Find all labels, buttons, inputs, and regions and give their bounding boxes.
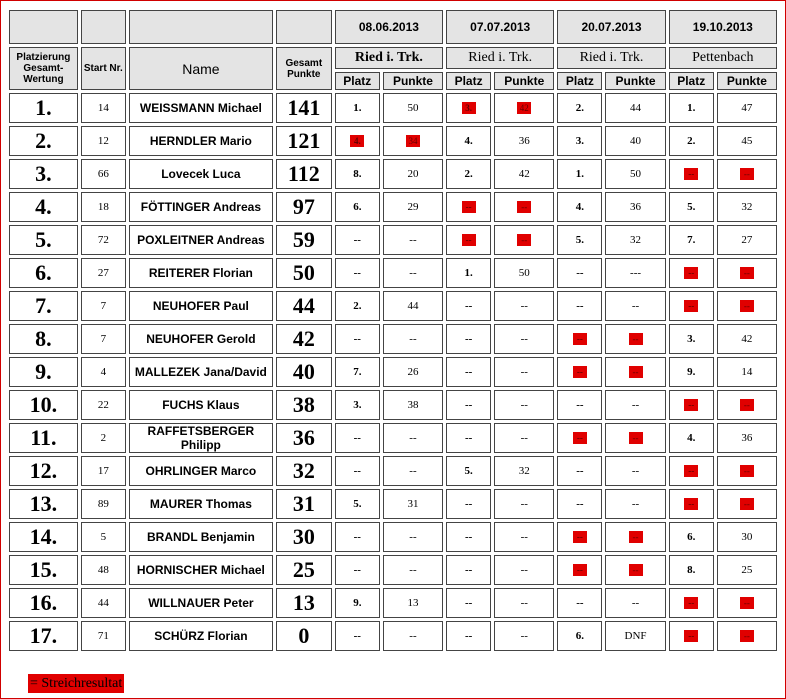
race-points: -- [383, 258, 443, 288]
place-subheader: Platz [335, 72, 380, 90]
race-venue-4: Pettenbach [669, 47, 777, 69]
total-points: 44 [276, 291, 332, 321]
race-place: 4. [446, 126, 491, 156]
rider-name: HERNDLER Mario [129, 126, 273, 156]
table-row [9, 126, 777, 156]
race-points: -- [494, 588, 554, 618]
start-number: 7 [81, 324, 126, 354]
rider-name: RAFFETSBERGER Philipp [129, 423, 273, 453]
race-place: 8. [335, 159, 380, 189]
race-points: 26 [383, 357, 443, 387]
race-points [717, 390, 777, 420]
start-number: 89 [81, 489, 126, 519]
race-date-2: 07.07.2013 [446, 10, 554, 44]
strike-result-marker: -- [684, 267, 698, 279]
strike-result-marker: -- [740, 168, 754, 180]
race-place: -- [446, 423, 491, 453]
rider-name: POXLEITNER Andreas [129, 225, 273, 255]
race-place: -- [335, 621, 380, 651]
race-place: -- [446, 555, 491, 585]
race-points [717, 456, 777, 486]
race-points: -- [383, 324, 443, 354]
race-points [494, 93, 554, 123]
race-place [669, 588, 714, 618]
race-points: 44 [605, 93, 665, 123]
start-number: 44 [81, 588, 126, 618]
race-points: 13 [383, 588, 443, 618]
blank-header-cell [129, 10, 273, 44]
start-number: 5 [81, 522, 126, 552]
race-points: -- [383, 522, 443, 552]
table-row [9, 159, 777, 189]
total-points: 0 [276, 621, 332, 651]
strike-result-marker: -- [629, 432, 643, 444]
race-date-1: 08.06.2013 [335, 10, 443, 44]
strike-result-marker: -- [629, 564, 643, 576]
strike-result-marker: 42 [517, 102, 531, 114]
race-points [383, 126, 443, 156]
race-points: -- [494, 291, 554, 321]
race-place [557, 423, 602, 453]
race-place: 6. [557, 621, 602, 651]
rank-column-header: Platzierung Gesamt-Wertung [9, 47, 78, 90]
venue-header-row [9, 47, 777, 69]
race-place: -- [446, 588, 491, 618]
race-points [494, 225, 554, 255]
overall-rank: 5. [9, 225, 78, 255]
table-row [9, 522, 777, 552]
strike-result-marker: -- [684, 498, 698, 510]
rider-name: HORNISCHER Michael [129, 555, 273, 585]
race-place: -- [446, 324, 491, 354]
race-place: -- [557, 390, 602, 420]
race-points: -- [494, 489, 554, 519]
table-row [9, 258, 777, 288]
race-points: 45 [717, 126, 777, 156]
race-points: -- [494, 423, 554, 453]
strike-result-marker: -- [517, 234, 531, 246]
overall-rank: 3. [9, 159, 78, 189]
race-points: -- [494, 621, 554, 651]
total-points: 32 [276, 456, 332, 486]
race-venue-3: Ried i. Trk. [557, 47, 665, 69]
race-place: 3. [669, 324, 714, 354]
strike-result-marker: -- [740, 267, 754, 279]
race-place: -- [557, 291, 602, 321]
points-subheader: Punkte [717, 72, 777, 90]
overall-rank: 1. [9, 93, 78, 123]
table-row [9, 192, 777, 222]
strike-result-marker: -- [684, 465, 698, 477]
overall-rank: 8. [9, 324, 78, 354]
rider-name: BRANDL Benjamin [129, 522, 273, 552]
table-row [9, 621, 777, 651]
race-points [605, 357, 665, 387]
race-place [446, 93, 491, 123]
race-points: --- [605, 258, 665, 288]
overall-rank: 17. [9, 621, 78, 651]
overall-rank: 2. [9, 126, 78, 156]
overall-rank: 13. [9, 489, 78, 519]
race-points [717, 621, 777, 651]
race-points: -- [383, 456, 443, 486]
race-place [669, 258, 714, 288]
race-points: -- [605, 291, 665, 321]
race-place: -- [446, 357, 491, 387]
strike-result-marker: -- [740, 498, 754, 510]
start-number: 14 [81, 93, 126, 123]
race-place: 6. [669, 522, 714, 552]
total-points: 50 [276, 258, 332, 288]
race-date-4: 19.10.2013 [669, 10, 777, 44]
strike-result-marker: -- [629, 366, 643, 378]
race-points [605, 555, 665, 585]
race-place: 1. [446, 258, 491, 288]
total-points: 31 [276, 489, 332, 519]
total-points: 42 [276, 324, 332, 354]
strike-result-marker: -- [684, 597, 698, 609]
table-row [9, 390, 777, 420]
start-number: 72 [81, 225, 126, 255]
race-points [605, 423, 665, 453]
race-points [605, 324, 665, 354]
rider-name: MAURER Thomas [129, 489, 273, 519]
race-points: DNF [605, 621, 665, 651]
race-points: 30 [717, 522, 777, 552]
race-place [557, 522, 602, 552]
race-place: 7. [335, 357, 380, 387]
table-row [9, 291, 777, 321]
race-place: 5. [557, 225, 602, 255]
race-place [446, 225, 491, 255]
table-row [9, 93, 777, 123]
race-place: 2. [557, 93, 602, 123]
race-points: 14 [717, 357, 777, 387]
race-points [717, 258, 777, 288]
start-number: 48 [81, 555, 126, 585]
rider-name: FUCHS Klaus [129, 390, 273, 420]
total-points: 59 [276, 225, 332, 255]
strike-result-marker: -- [462, 234, 476, 246]
strike-result-marker: -- [684, 300, 698, 312]
race-points: 31 [383, 489, 443, 519]
table-row [9, 588, 777, 618]
race-venue-1: Ried i. Trk. [335, 47, 443, 69]
race-points: 47 [717, 93, 777, 123]
strike-result-marker: 4. [350, 135, 364, 147]
race-place [669, 456, 714, 486]
race-place [557, 324, 602, 354]
race-place [446, 192, 491, 222]
table-row [9, 423, 777, 453]
race-place: -- [557, 456, 602, 486]
race-points: -- [605, 390, 665, 420]
total-column-header: Gesamt Punkte [276, 47, 332, 90]
race-place [669, 489, 714, 519]
race-place: 2. [669, 126, 714, 156]
race-points: 36 [494, 126, 554, 156]
race-place: -- [335, 423, 380, 453]
race-points: -- [494, 357, 554, 387]
race-points: 50 [605, 159, 665, 189]
strike-result-marker: -- [462, 201, 476, 213]
race-points [605, 522, 665, 552]
start-number: 12 [81, 126, 126, 156]
blank-header-cell [276, 10, 332, 44]
start-number: 4 [81, 357, 126, 387]
results-table [6, 7, 780, 654]
total-points: 112 [276, 159, 332, 189]
start-number: 17 [81, 456, 126, 486]
race-place [669, 621, 714, 651]
race-points: 32 [605, 225, 665, 255]
place-subheader: Platz [446, 72, 491, 90]
race-place: -- [446, 489, 491, 519]
rider-name: OHRLINGER Marco [129, 456, 273, 486]
race-points [717, 588, 777, 618]
race-place [557, 357, 602, 387]
strike-result-marker: -- [573, 531, 587, 543]
strike-result-marker: -- [573, 564, 587, 576]
race-place: 1. [669, 93, 714, 123]
strike-result-marker: -- [740, 300, 754, 312]
race-points: -- [605, 588, 665, 618]
race-place: 4. [669, 423, 714, 453]
race-place: -- [335, 456, 380, 486]
rider-name: NEUHOFER Gerold [129, 324, 273, 354]
race-place: 6. [335, 192, 380, 222]
overall-rank: 14. [9, 522, 78, 552]
race-place: -- [335, 555, 380, 585]
strike-result-marker: -- [740, 597, 754, 609]
race-place: 2. [446, 159, 491, 189]
total-points: 121 [276, 126, 332, 156]
race-points: 42 [717, 324, 777, 354]
strike-result-marker: -- [573, 432, 587, 444]
total-points: 36 [276, 423, 332, 453]
race-points: 25 [717, 555, 777, 585]
place-subheader: Platz [557, 72, 602, 90]
table-row [9, 357, 777, 387]
rider-name: WEISSMANN Michael [129, 93, 273, 123]
race-points: -- [383, 621, 443, 651]
strike-result-marker: -- [684, 630, 698, 642]
points-subheader: Punkte [605, 72, 665, 90]
race-points: 50 [494, 258, 554, 288]
race-points: 36 [605, 192, 665, 222]
table-row [9, 324, 777, 354]
race-place: 2. [335, 291, 380, 321]
race-place: 1. [335, 93, 380, 123]
race-points: 20 [383, 159, 443, 189]
table-row [9, 225, 777, 255]
race-place: -- [446, 621, 491, 651]
race-place: 7. [669, 225, 714, 255]
start-number: 22 [81, 390, 126, 420]
total-points: 30 [276, 522, 332, 552]
race-points: -- [383, 423, 443, 453]
race-place [557, 555, 602, 585]
race-points: 42 [494, 159, 554, 189]
strike-result-marker: -- [573, 333, 587, 345]
overall-rank: 4. [9, 192, 78, 222]
race-points: -- [605, 456, 665, 486]
race-place: -- [335, 324, 380, 354]
race-place: -- [557, 489, 602, 519]
race-place: -- [335, 258, 380, 288]
race-points: -- [605, 489, 665, 519]
start-number: 2 [81, 423, 126, 453]
overall-rank: 16. [9, 588, 78, 618]
race-place: -- [446, 522, 491, 552]
race-place: 3. [557, 126, 602, 156]
total-points: 40 [276, 357, 332, 387]
overall-rank: 15. [9, 555, 78, 585]
race-points [717, 159, 777, 189]
start-number: 71 [81, 621, 126, 651]
strike-result-marker: 3. [462, 102, 476, 114]
race-place: 1. [557, 159, 602, 189]
total-points: 13 [276, 588, 332, 618]
total-points: 141 [276, 93, 332, 123]
blank-header-cell [81, 10, 126, 44]
race-place: 9. [669, 357, 714, 387]
race-points: -- [494, 522, 554, 552]
overall-rank: 10. [9, 390, 78, 420]
rider-name: MALLEZEK Jana/David [129, 357, 273, 387]
table-row [9, 555, 777, 585]
race-points: 38 [383, 390, 443, 420]
rider-name: WILLNAUER Peter [129, 588, 273, 618]
race-points [717, 291, 777, 321]
race-points: 27 [717, 225, 777, 255]
race-place: 3. [335, 390, 380, 420]
strike-result-marker: -- [740, 465, 754, 477]
race-points: 36 [717, 423, 777, 453]
race-points: -- [494, 390, 554, 420]
race-place: 4. [557, 192, 602, 222]
race-points [717, 489, 777, 519]
race-points: 32 [717, 192, 777, 222]
race-place: 5. [446, 456, 491, 486]
race-place: -- [557, 258, 602, 288]
total-points: 97 [276, 192, 332, 222]
race-place [335, 126, 380, 156]
race-points [494, 192, 554, 222]
start-number: 66 [81, 159, 126, 189]
date-header-row [9, 10, 777, 44]
strike-result-marker: -- [629, 333, 643, 345]
rider-name: REITERER Florian [129, 258, 273, 288]
race-points: 40 [605, 126, 665, 156]
race-points: 32 [494, 456, 554, 486]
start-number: 7 [81, 291, 126, 321]
race-points: 44 [383, 291, 443, 321]
race-place [669, 390, 714, 420]
points-subheader: Punkte [383, 72, 443, 90]
race-place [669, 159, 714, 189]
race-place: -- [446, 291, 491, 321]
race-date-3: 20.07.2013 [557, 10, 665, 44]
race-points: -- [494, 555, 554, 585]
race-place: -- [335, 225, 380, 255]
race-place [669, 291, 714, 321]
race-points: -- [383, 225, 443, 255]
table-row [9, 489, 777, 519]
name-column-header: Name [129, 47, 273, 90]
rider-name: NEUHOFER Paul [129, 291, 273, 321]
overall-rank: 6. [9, 258, 78, 288]
race-points: 29 [383, 192, 443, 222]
strike-result-marker: -- [740, 630, 754, 642]
overall-rank: 7. [9, 291, 78, 321]
race-points: -- [494, 324, 554, 354]
overall-rank: 11. [9, 423, 78, 453]
race-place: -- [335, 522, 380, 552]
blank-header-cell [9, 10, 78, 44]
overall-rank: 12. [9, 456, 78, 486]
rider-name: SCHÜRZ Florian [129, 621, 273, 651]
rider-name: Lovecek Luca [129, 159, 273, 189]
race-place: 8. [669, 555, 714, 585]
table-row [9, 456, 777, 486]
race-venue-2: Ried i. Trk. [446, 47, 554, 69]
strike-result-marker: -- [684, 168, 698, 180]
strike-result-marker: -- [740, 399, 754, 411]
points-subheader: Punkte [494, 72, 554, 90]
strike-result-marker: -- [684, 399, 698, 411]
race-points: -- [383, 555, 443, 585]
race-place: -- [446, 390, 491, 420]
race-place: 9. [335, 588, 380, 618]
race-place: 5. [335, 489, 380, 519]
race-place: -- [557, 588, 602, 618]
start-number: 27 [81, 258, 126, 288]
strike-result-marker: -- [573, 366, 587, 378]
total-points: 25 [276, 555, 332, 585]
start-number: 18 [81, 192, 126, 222]
place-subheader: Platz [669, 72, 714, 90]
rider-name: FÖTTINGER Andreas [129, 192, 273, 222]
race-points: 50 [383, 93, 443, 123]
overall-rank: 9. [9, 357, 78, 387]
legend-strike-result: = Streichresultat [30, 676, 123, 691]
strike-result-marker: -- [517, 201, 531, 213]
strike-result-marker: 34 [406, 135, 420, 147]
start-column-header: Start Nr. [81, 47, 126, 90]
race-place: 5. [669, 192, 714, 222]
total-points: 38 [276, 390, 332, 420]
strike-result-marker: -- [629, 531, 643, 543]
